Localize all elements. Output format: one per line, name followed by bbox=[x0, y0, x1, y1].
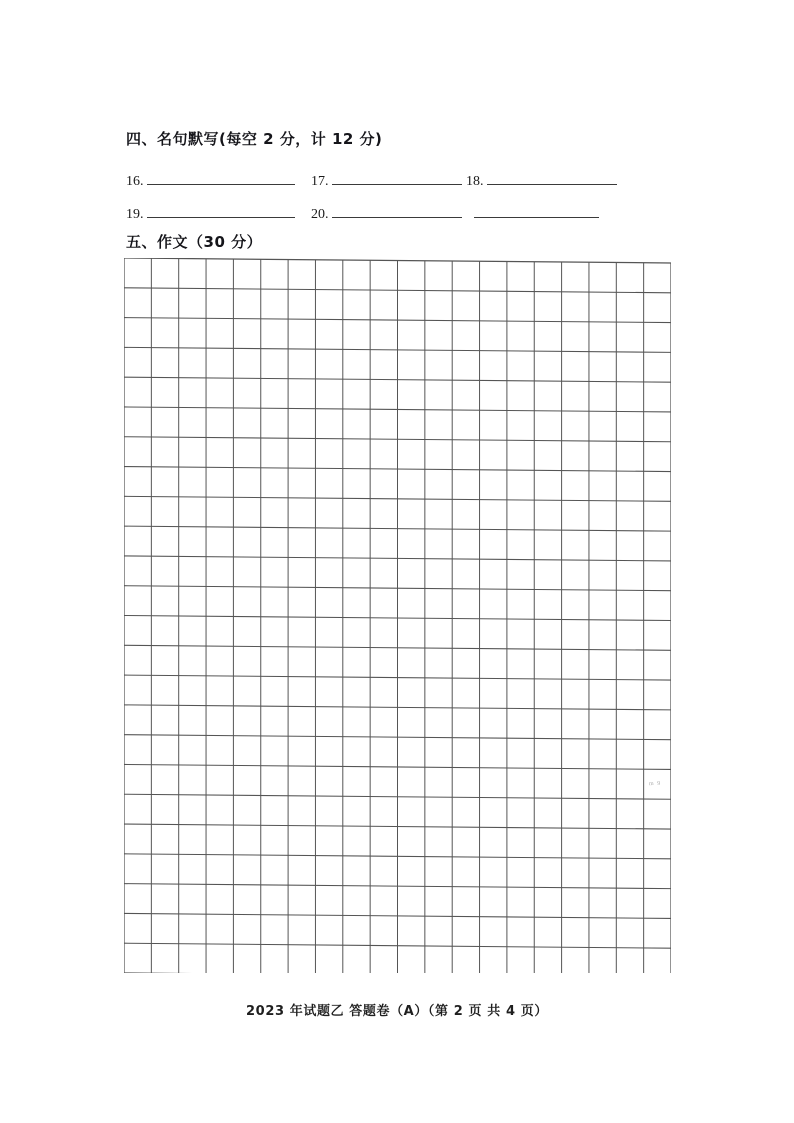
page-footer: 2023 年试题乙 答题卷（A）（第 2 页 共 4 页） bbox=[246, 1004, 548, 1019]
blank-line-17[interactable] bbox=[332, 170, 462, 185]
composition-grid-svg bbox=[124, 258, 671, 973]
blank-row-first bbox=[126, 170, 686, 196]
blank-item-extra[interactable] bbox=[471, 203, 599, 218]
blank-number-17: 17. bbox=[311, 174, 329, 189]
blank-line-16[interactable] bbox=[147, 170, 295, 185]
section-four-heading: 四、名句默写(每空 2 分，计 12 分) bbox=[126, 130, 383, 148]
blank-line-19[interactable] bbox=[147, 203, 295, 218]
blank-line-18[interactable] bbox=[487, 170, 617, 185]
blank-line-extra[interactable] bbox=[474, 203, 599, 218]
blank-item-17[interactable] bbox=[311, 170, 462, 190]
blank-line-20[interactable] bbox=[332, 203, 462, 218]
scan-artifact-mark: m 9 bbox=[648, 780, 662, 788]
blank-number-18: 18. bbox=[466, 174, 484, 189]
blank-number-19: 19. bbox=[126, 207, 144, 222]
blank-item-18[interactable] bbox=[466, 170, 617, 190]
blank-number-20: 20. bbox=[311, 207, 329, 222]
blank-item-19[interactable] bbox=[126, 203, 295, 223]
blank-row-second bbox=[126, 203, 686, 229]
blank-item-16[interactable] bbox=[126, 170, 295, 190]
composition-grid[interactable] bbox=[124, 258, 671, 973]
section-five-heading: 五、作文（30 分） bbox=[126, 233, 263, 251]
blank-item-20[interactable] bbox=[311, 203, 462, 223]
blank-number-16: 16. bbox=[126, 174, 144, 189]
